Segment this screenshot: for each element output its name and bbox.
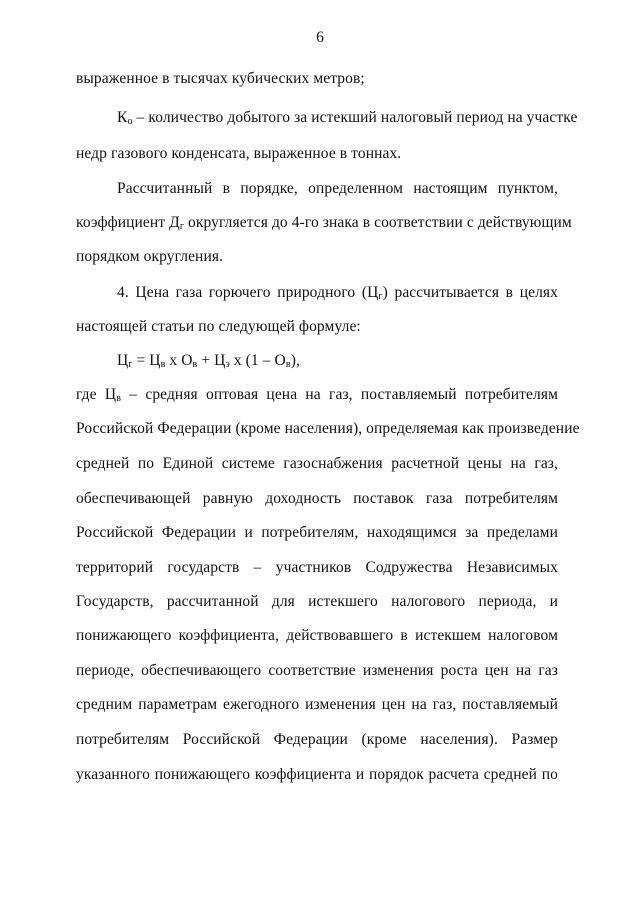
text-line: коэффициент $Д_г$ округляется до 4-го знака в соответствии с действующим bbox=[76, 214, 572, 232]
text-line: Государств, рассчитанной для истекшего налогового периода, и bbox=[76, 593, 558, 610]
text-line: средним параметрам ежегодного изменения цен на газ, поставляемый bbox=[76, 696, 558, 713]
text-line: потребителям Российской Федерации (кроме населения). Размер bbox=[76, 731, 558, 748]
text-line: настоящей статьи по следующей формуле: bbox=[76, 318, 361, 335]
text-line: недр газового конденсата, выраженное в тоннах. bbox=[76, 145, 402, 162]
text-line: понижающего коэффициента, действовавшего в истекшем налоговом bbox=[76, 627, 558, 644]
page-number: 6 bbox=[316, 29, 324, 46]
price-formula: $Ц_г = Ц_в$ х $О_в + Ц_э$ х $(1 - О_в)$, bbox=[117, 352, 300, 370]
text-line: порядком округления. bbox=[76, 248, 224, 265]
text-line: периоде, обеспечивающего соответствие изменения роста цен на газ bbox=[76, 662, 558, 679]
text-line: где $Ц_в$ – средняя оптовая цена на газ, поставляемый потребителям bbox=[76, 386, 558, 404]
text-line: территорий государств – участников Содружества Независимых bbox=[76, 559, 558, 576]
text-line: средней по Единой системе газоснабжения расчетной цены на газ, bbox=[76, 455, 558, 472]
text-line: 4. Цена газа горючего природного $(Ц_г)$ рассчитывается в целях bbox=[117, 284, 558, 302]
text-line: обеспечивающей равную доходность поставок газа потребителям bbox=[76, 490, 558, 507]
text-line: Рассчитанный в порядке, определенном настоящим пунктом, bbox=[117, 180, 558, 197]
text-line: Российской Федерации (кроме населения), определяемая как произведение bbox=[76, 420, 580, 437]
text-line: указанного понижающего коэффициента и порядок расчета средней по bbox=[76, 766, 558, 783]
text-line: $К_о$ – количество добытого за истекший налоговый период на участке bbox=[117, 109, 578, 127]
text-line: Российской Федерации и потребителям, находящимся за пределами bbox=[76, 524, 558, 541]
text-line: выраженное в тысячах кубических метров; bbox=[76, 70, 365, 87]
